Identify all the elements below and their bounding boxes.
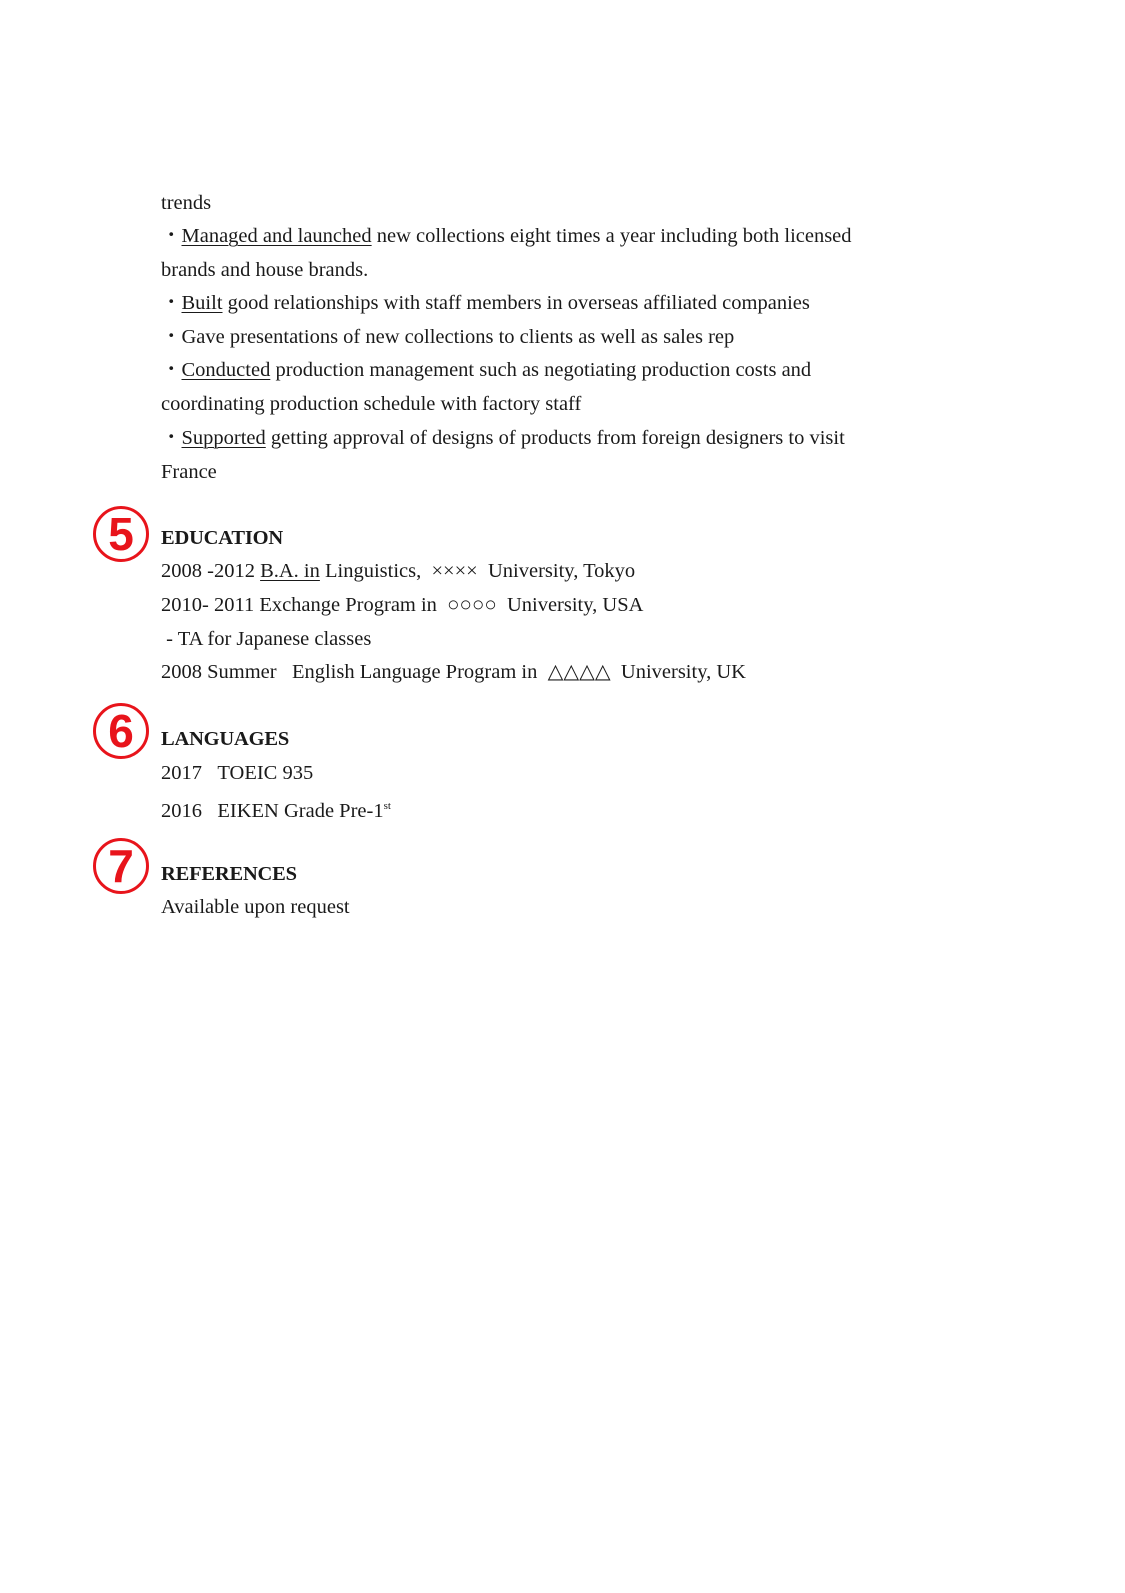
education-entry — [161, 559, 635, 583]
bullet-emphasis: Supported — [181, 427, 266, 449]
experience-bullet — [161, 325, 734, 349]
experience-bullet — [161, 426, 845, 450]
references-text: Available upon request — [161, 896, 350, 918]
bullet-marker: ・ — [161, 326, 182, 348]
education-entry: 2010- 2011 Exchange Program in ○○○○ University, USA — [161, 594, 644, 616]
section-number-6-marker: 6 — [93, 703, 149, 759]
experience-bullet — [161, 358, 811, 382]
bullet-text: Gave presentations of new collections to clients as well as sales rep — [181, 326, 735, 348]
entry-text: Linguistics, ×××× University, Tokyo — [319, 560, 636, 582]
experience-bullet — [161, 224, 852, 248]
bullet-emphasis: Built — [181, 292, 223, 314]
entry-date: 2008 -2012 — [161, 560, 261, 582]
bullet-text: getting approval of designs of products from foreign designers to visit — [265, 427, 845, 449]
entry-text: 2016 EIKEN Grade Pre-1 — [161, 800, 384, 822]
experience-continuation-line: trends — [161, 192, 212, 214]
education-heading: EDUCATION — [161, 527, 283, 549]
bullet-marker: ・ — [161, 427, 182, 449]
bullet-marker: ・ — [161, 225, 182, 247]
language-entry: 2017 TOEIC 935 — [161, 762, 314, 784]
education-entry: - TA for Japanese classes — [161, 628, 372, 650]
bullet-text: new collections eight times a year including both licensed — [371, 225, 852, 247]
references-heading: REFERENCES — [161, 863, 297, 885]
bullet-emphasis: Managed and launched — [181, 225, 372, 247]
bullet-continuation: brands and house brands. — [161, 259, 369, 281]
bullet-marker: ・ — [161, 359, 182, 381]
bullet-continuation: France — [161, 461, 217, 483]
degree-emphasis: B.A. in — [260, 560, 320, 582]
bullet-text: production management such as negotiating production costs and — [270, 359, 812, 381]
experience-bullet — [161, 291, 810, 315]
ordinal-suffix: st — [383, 800, 391, 812]
bullet-emphasis: Conducted — [181, 359, 271, 381]
section-number-5-marker: 5 — [93, 506, 149, 562]
bullet-continuation: coordinating production schedule with factory staff — [161, 393, 582, 415]
bullet-text: good relationships with staff members in overseas affiliated companies — [222, 292, 810, 314]
education-entry: 2008 Summer English Language Program in △△△△ University, UK — [161, 661, 746, 683]
section-number-7-marker: 7 — [93, 838, 149, 894]
languages-heading: LANGUAGES — [161, 728, 290, 750]
bullet-marker: ・ — [161, 292, 182, 314]
language-entry — [161, 794, 391, 823]
